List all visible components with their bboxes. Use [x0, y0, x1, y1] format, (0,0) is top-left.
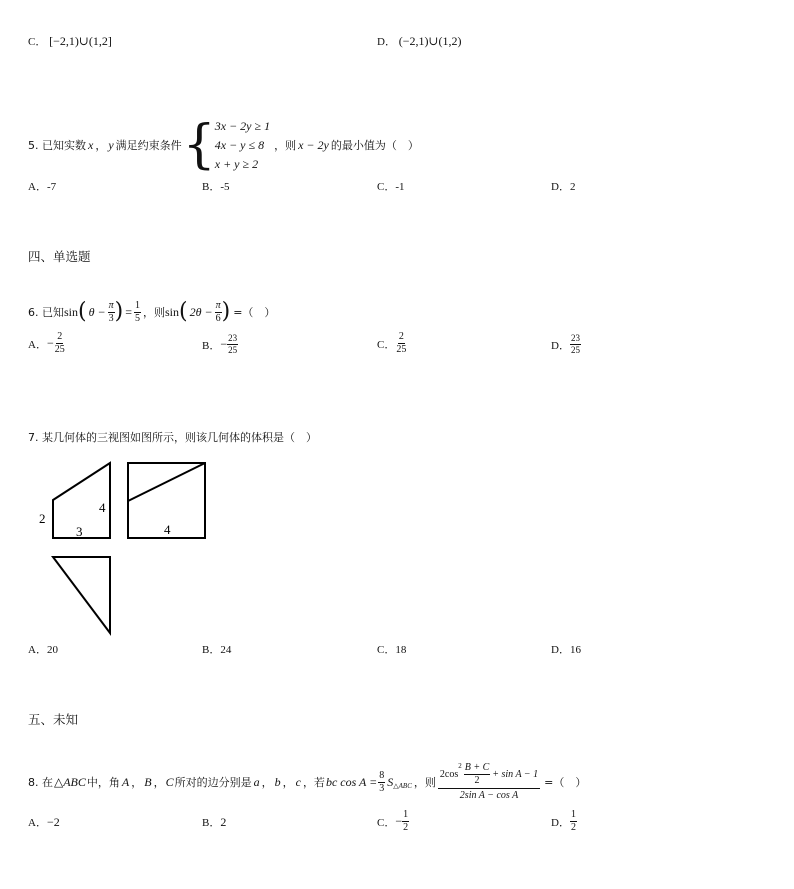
q6-option-a[interactable]	[28, 332, 66, 355]
frac-num: B + C	[464, 762, 490, 773]
q4-option-d[interactable]	[377, 33, 462, 49]
q5-var-y: y	[108, 137, 114, 152]
frac-den: 25	[228, 345, 238, 355]
frac-den: 5	[135, 312, 140, 324]
frac-num: 1	[570, 809, 576, 820]
q8-bccos: bc cos A =	[325, 774, 378, 789]
q8-angle-b: B	[144, 774, 152, 789]
option-label: A．	[28, 644, 47, 656]
frac-den: 2	[474, 775, 480, 786]
option-value: -1	[395, 181, 405, 193]
q4-option-c[interactable]	[28, 33, 112, 49]
q8-side-a: a	[253, 774, 260, 789]
option-frac	[402, 810, 409, 833]
question-8	[28, 760, 586, 804]
frac-den: 25	[570, 345, 580, 355]
frac-num: 2	[57, 331, 63, 342]
option-label: B．	[202, 817, 221, 829]
q6-rparen-1: )	[114, 299, 124, 324]
q6-frac-pi6	[215, 301, 222, 324]
q8-sep-4: ，	[282, 776, 294, 789]
q5-then: ，则	[274, 139, 297, 152]
option-label: D．	[377, 36, 396, 48]
q8-sep-2: ，	[153, 776, 165, 789]
label-front-bottom: 3	[76, 524, 83, 539]
option-value: 2	[569, 181, 576, 193]
option-label: C．	[28, 36, 47, 48]
q7-option-c[interactable]	[377, 641, 406, 657]
q5-constraint-2: 4x − y ≤ 8	[214, 137, 265, 152]
option-label: C．	[377, 181, 396, 193]
frac-den: 2	[403, 822, 409, 833]
option-value: 16	[569, 644, 581, 656]
frac-num: 1	[135, 299, 140, 311]
option-label: D．	[551, 181, 570, 193]
label-front-right: 4	[99, 500, 106, 515]
option-label: C．	[377, 338, 396, 351]
q5-expr: x − 2y	[298, 137, 329, 152]
option-frac	[227, 334, 238, 355]
q8-option-b[interactable]	[202, 814, 226, 830]
frac-num: π	[108, 299, 114, 311]
option-label: D．	[551, 644, 570, 656]
option-value: 18	[395, 644, 407, 656]
option-value: −2	[46, 815, 60, 829]
q8-area-s: S	[387, 774, 394, 789]
option-frac	[570, 334, 581, 355]
q8-sep-1: ，	[131, 776, 143, 789]
num-inner-frac	[464, 763, 491, 786]
frac-num: 23	[228, 333, 238, 343]
q5-option-a[interactable]	[28, 178, 56, 194]
q8-angle-c: C	[165, 774, 174, 789]
q6-then: ，则	[143, 306, 165, 319]
frac-den: 3	[108, 312, 114, 324]
q8-prefix: 8. 在	[28, 776, 53, 789]
frac-den: 2	[570, 822, 576, 833]
frac-den: 25	[396, 344, 407, 355]
q6-two-theta-minus: 2θ −	[189, 304, 213, 319]
q6-option-d[interactable]	[551, 334, 581, 355]
option-value: -7	[46, 181, 57, 193]
option-value: (−2,1)∪(1,2)	[398, 34, 462, 48]
option-value: 20	[46, 644, 58, 656]
q8-big-fraction	[438, 763, 540, 801]
question-5	[28, 116, 419, 174]
q5-prefix: 5. 已知实数	[28, 139, 86, 152]
q6-option-c[interactable]	[377, 332, 407, 355]
q5-brace: {	[182, 115, 216, 175]
num-cos: 2cos	[439, 768, 459, 780]
q8-frac-83	[378, 771, 385, 794]
q5-constraint-3: x + y ≥ 2	[214, 156, 259, 171]
option-sign: −	[46, 336, 54, 350]
three-view-diagram	[0, 450, 230, 640]
num-rest: + sin A − 1	[492, 768, 539, 780]
frac-num: 1	[403, 809, 409, 820]
frac-den: 25	[54, 344, 65, 355]
q5-option-c[interactable]	[377, 178, 405, 194]
option-frac	[570, 810, 577, 833]
q6-frac-pi3	[108, 301, 115, 324]
option-label: A．	[28, 338, 47, 351]
q6-sin-1: sin	[64, 304, 79, 319]
option-label: D．	[551, 339, 570, 352]
option-label: C．	[377, 644, 396, 656]
q7-option-b[interactable]	[202, 641, 231, 657]
option-sign: −	[220, 337, 228, 351]
q6-sin-2: sin	[165, 304, 180, 319]
frac-num: 8	[379, 769, 385, 781]
frac-num: 23	[570, 333, 580, 343]
option-label: A．	[28, 817, 47, 829]
option-label: D．	[551, 816, 570, 829]
section-heading-5: 五、未知	[28, 712, 79, 727]
q8-zhong: 中，角	[86, 776, 120, 789]
q8-option-a[interactable]	[28, 814, 60, 830]
q8-area-sub: △ABC	[393, 782, 412, 790]
q8-ruo: ，若	[302, 776, 325, 789]
option-value: 24	[220, 644, 232, 656]
q5-constraint-1: 3x − 2y ≥ 1	[214, 118, 271, 133]
frac-num: π	[215, 299, 221, 311]
q6-lparen-1: (	[78, 299, 87, 324]
q6-frac-15	[134, 301, 141, 324]
q5-suffix: 的最小值为（ ）	[330, 139, 419, 152]
q5-middle: 满足约束条件	[115, 139, 182, 152]
q8-sep-3: ，	[261, 776, 273, 789]
q6-lparen-2: (	[179, 299, 188, 324]
section-heading-4: 四、单选题	[28, 249, 91, 264]
option-label: B．	[202, 181, 221, 193]
q8-big-num	[438, 763, 540, 789]
frac-num: 2	[398, 331, 404, 342]
q5-option-b[interactable]	[202, 178, 230, 194]
num-sup: 2	[458, 762, 462, 770]
q8-option-d[interactable]	[551, 810, 577, 833]
q8-angle-a: A	[121, 774, 130, 789]
q8-big-den: 2sin A − cos A	[459, 790, 519, 801]
option-label: A．	[28, 181, 47, 193]
q6-suffix: =（ ）	[233, 306, 276, 319]
question-6	[28, 295, 275, 329]
q7-option-a[interactable]	[28, 641, 58, 657]
frac-den: 3	[379, 782, 385, 794]
side-view-diagonal	[128, 463, 205, 501]
q6-eq: =	[125, 304, 132, 319]
frac-den: 6	[215, 312, 221, 324]
q5-constraints	[215, 117, 270, 174]
q8-side-b: b	[274, 774, 281, 789]
q6-theta-minus: θ −	[88, 304, 106, 319]
q8-triangle: △ABC	[54, 774, 86, 789]
q6-prefix: 6. 已知	[28, 306, 64, 319]
option-sign: −	[395, 814, 403, 828]
q8-then: ，则	[413, 776, 436, 789]
label-side-bottom: 4	[164, 522, 171, 537]
q5-comma: ，	[95, 139, 107, 152]
q6-rparen-2: )	[221, 299, 231, 324]
q6-option-b[interactable]	[202, 334, 238, 355]
q8-suffix: =（ ）	[544, 776, 587, 789]
q8-option-c[interactable]	[377, 810, 409, 833]
option-frac	[395, 332, 407, 355]
q8-side-c: c	[295, 774, 301, 789]
option-value: 2	[220, 815, 227, 829]
option-label: B．	[202, 644, 221, 656]
option-value: [−2,1)∪(1,2]	[49, 34, 112, 48]
option-label: C．	[377, 816, 396, 829]
option-label: B．	[202, 339, 221, 352]
label-front-left: 2	[39, 511, 46, 526]
top-view	[53, 557, 110, 633]
q7-option-d[interactable]	[551, 641, 581, 657]
q8-suoduide: 所对的边分别是	[174, 776, 252, 789]
q5-var-x: x	[88, 137, 94, 152]
option-value: -5	[220, 181, 230, 193]
question-7: 7. 某几何体的三视图如图所示，则该几何体的体积是（ ）	[28, 431, 317, 444]
option-frac	[54, 332, 66, 355]
q5-option-d[interactable]	[551, 178, 575, 194]
